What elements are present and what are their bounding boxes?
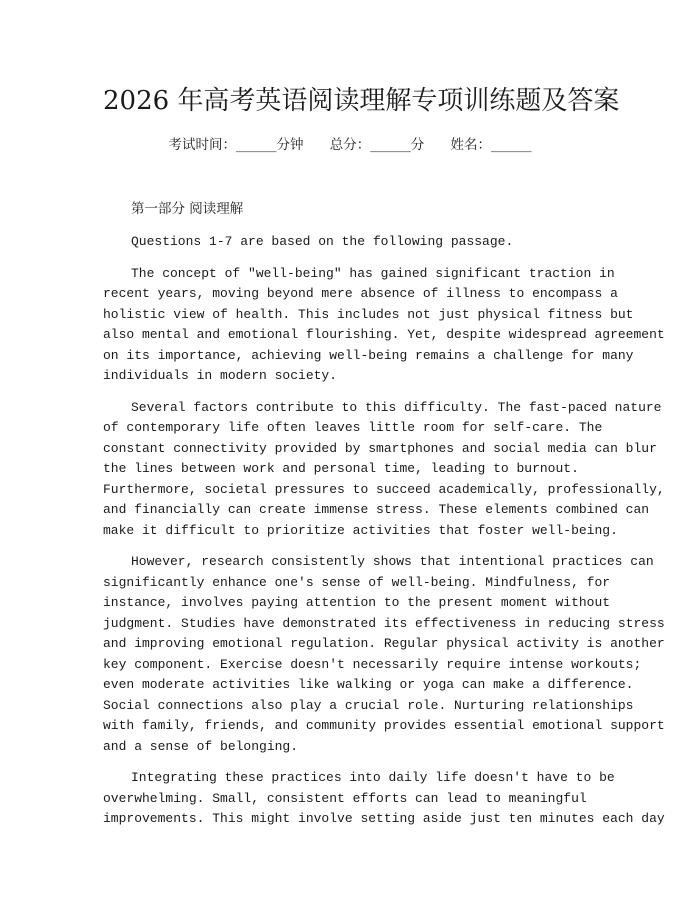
paragraph-line: Integrating these practices into daily life doesn't have to be (131, 770, 615, 785)
paragraph-line: and a sense of belonging. (103, 738, 299, 754)
paragraph-line: even moderate activities like walking or yoga can make a difference. (103, 677, 634, 692)
passage-paragraph (103, 552, 665, 757)
paragraph-line: Several factors contribute to this difficulty. The fast-paced nature (131, 399, 662, 415)
paragraph-line: overwhelming. Small, consistent efforts can lead to meaningful (103, 790, 587, 806)
paragraph-line: improvements. This might involve setting aside just ten minutes each day (103, 811, 665, 826)
exam-info-line (103, 136, 597, 154)
document-title: 2026 年高考英语阅读理解专项训练题及答案 (103, 86, 620, 116)
paragraph-line: recent years, moving beyond mere absence of illness to encompass a (103, 286, 618, 301)
paragraph-line: holistic view of health. This includes not just physical fitness but (103, 306, 634, 322)
passage-paragraph (103, 398, 665, 542)
paragraph-line: also mental and emotional flourishing. Yet, despite widespread agreement (103, 327, 665, 342)
paragraph-line: The concept of "well-being" has gained significant traction in (131, 265, 615, 281)
paragraph-line: make it difficult to prioritize activities that foster well-being. (103, 522, 618, 538)
exam-time-field: 考试时间：______分钟 (168, 137, 304, 153)
passage-paragraph (103, 768, 665, 830)
total-score-field: 总分：______分 (329, 137, 425, 153)
paragraph-line: on its importance, achieving well-being remains a challenge for many (103, 347, 634, 363)
section-heading: 第一部分 阅读理解 (131, 201, 244, 217)
paragraph-line: instance, involves paying attention to the present moment without (103, 595, 611, 610)
paragraph-line: key component. Exercise doesn't necessarily require intense workouts; (103, 656, 642, 672)
paragraph-line: constant connectivity provided by smartphones and social media can blur (103, 440, 657, 456)
paragraph-line: Furthermore, societal pressures to succeed academically, professionally, (103, 481, 665, 497)
question-intro: Questions 1-7 are based on the following passage. (131, 234, 514, 249)
paragraph-line: However, research consistently shows that intentional practices can (131, 554, 654, 569)
paragraph-line: and improving emotional regulation. Regular physical activity is another (103, 636, 665, 651)
paragraph-line: significantly enhance one's sense of well-being. Mindfulness, for (103, 574, 611, 590)
document-body (103, 199, 665, 830)
paragraph-line: Social connections also play a crucial role. Nurturing relationships (103, 697, 634, 713)
passage-paragraph (103, 264, 665, 387)
student-name-field: 姓名：______ (450, 137, 532, 153)
paragraph-line: and financially can create immense stress. These elements combined can (103, 502, 650, 517)
paragraph-line: individuals in modern society. (103, 368, 338, 383)
paragraph-line: of contemporary life often leaves little room for self-care. The (103, 420, 603, 435)
paragraph-line: the lines between work and personal time, leading to burnout. (103, 461, 579, 476)
paragraph-line: judgment. Studies have demonstrated its effectiveness in reducing stress (103, 615, 665, 631)
passage (103, 264, 665, 830)
paragraph-line: with family, friends, and community provides essential emotional support (103, 718, 665, 733)
